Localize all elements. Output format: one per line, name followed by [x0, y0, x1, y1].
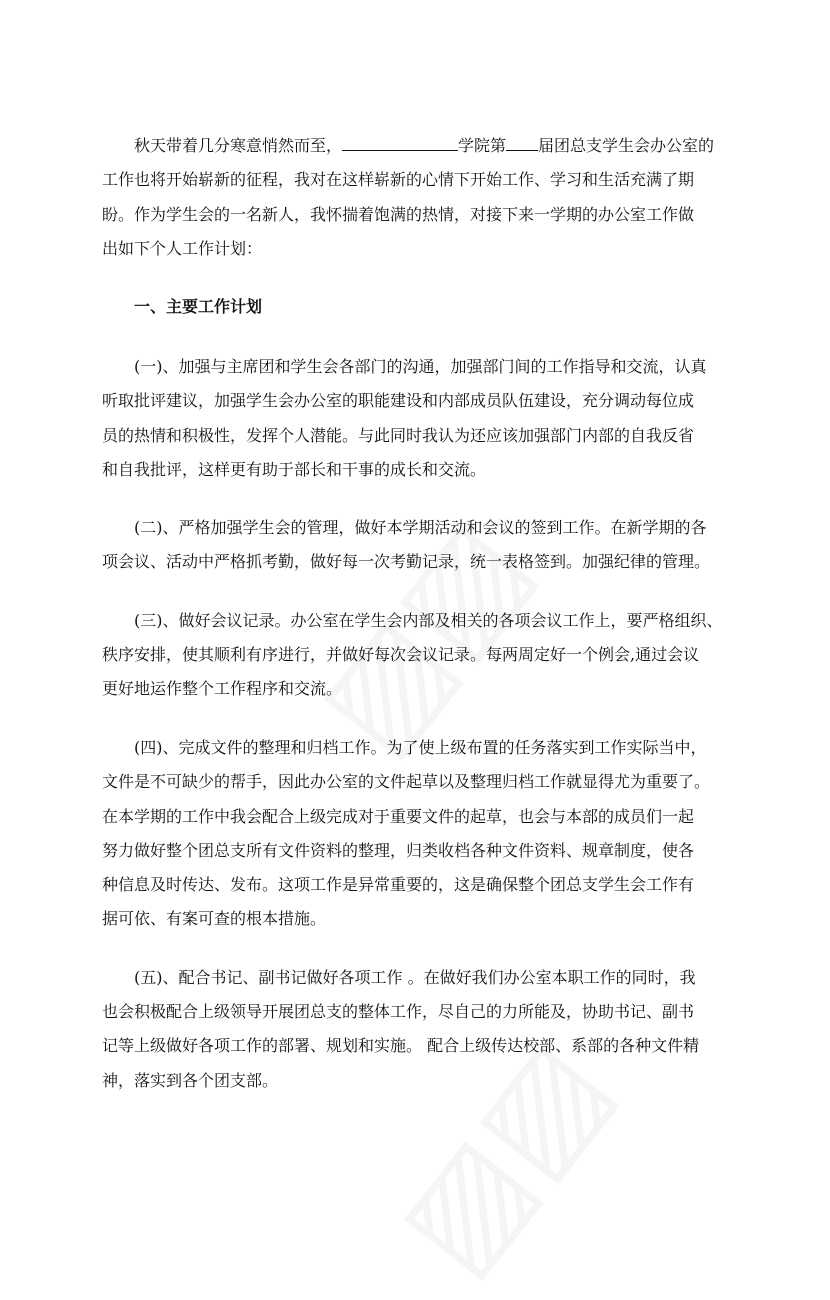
intro-first-line: 秋天带着几分寒意悄然而至， 学院第 届团总支学生会办公室的: [134, 136, 715, 155]
paragraph-line: 更好地运作整个工作程序和交流。: [102, 679, 343, 698]
intro-line: 盼。作为学生会的一名新人，我怀揣着饱满的热情，对接下来一学期的办公室工作做: [102, 205, 695, 224]
paragraph-line: (一)、加强与主席团和学生会各部门的沟通，加强部门间的工作指导和交流，认真: [134, 357, 707, 376]
paragraph-line: 员的热情和积极性，发挥个人潜能。与此同时我认为还应该加强部门内部的自我反省: [102, 426, 695, 445]
intro-line: 出如下个人工作计划：: [102, 239, 263, 258]
paragraph-line: 神，落实到各个团支部。: [102, 1071, 279, 1090]
paragraph-line: 种信息及时传达、发布。这项工作是异常重要的，这是确保整个团总支学生会工作有: [102, 875, 695, 894]
paragraph-line: (二)、严格加强学生会的管理，做好本学期活动和会议的签到工作。在新学期的各: [134, 518, 707, 537]
paragraph-line: 项会议、活动中严格抓考勤，做好每一次考勤记录，统一表格签到。加强纪律的管理。: [102, 552, 711, 571]
paragraph-line: 和自我批评，这样更有助于部长和干事的成长和交流。: [102, 460, 487, 479]
paragraph-line: 记等上级做好各项工作的部署、规划和实施。 配合上级传达校部、系部的各种文件精: [102, 1036, 700, 1055]
session-blank: [506, 136, 538, 151]
paragraph-line: 也会积极配合上级领导开展团总支的整体工作，尽自己的力所能及，协助书记、副书: [102, 1002, 695, 1021]
paragraph-line: 秩序安排，使其顺利有序进行，并做好每次会议记录。每两周定好一个例会,通过会议: [102, 645, 700, 664]
paragraph-line: 在本学期的工作中我会配合上级完成对于重要文件的起草，也会与本部的成员们一起: [102, 807, 695, 826]
paragraph-line: (四)、完成文件的整理和归档工作。为了使上级布置的任务落实到工作实际当中，: [134, 738, 707, 757]
paragraph-line: (三)、做好会议记录。办公室在学生会内部及相关的各项会议工作上，要严格组织、: [134, 611, 723, 630]
paragraph-line: 文件是不可缺少的帮手，因此办公室的文件起草以及整理归档工作就显得尤为重要了。: [102, 772, 711, 791]
intro-line: 工作也将开始崭新的征程，我对在这样崭新的心情下开始工作、学习和生活充满了期: [102, 170, 695, 189]
college-blank: [342, 136, 458, 151]
paragraph-line: (五)、配合书记、副书记做好各项工作 。在做好我们办公室本职工作的同时，我: [134, 968, 696, 987]
paragraph-line: 听取批评建议，加强学生会办公室的职能建设和内部成员队伍建设，充分调动每位成: [102, 391, 695, 410]
paragraph-line: 努力做好整个团总支所有文件资料的整理，归类收档各种文件资料、规章制度，使各: [102, 841, 695, 860]
section-heading: 一、主要工作计划: [134, 297, 263, 316]
paragraph-line: 据可依、有案可查的根本措施。: [102, 909, 327, 928]
